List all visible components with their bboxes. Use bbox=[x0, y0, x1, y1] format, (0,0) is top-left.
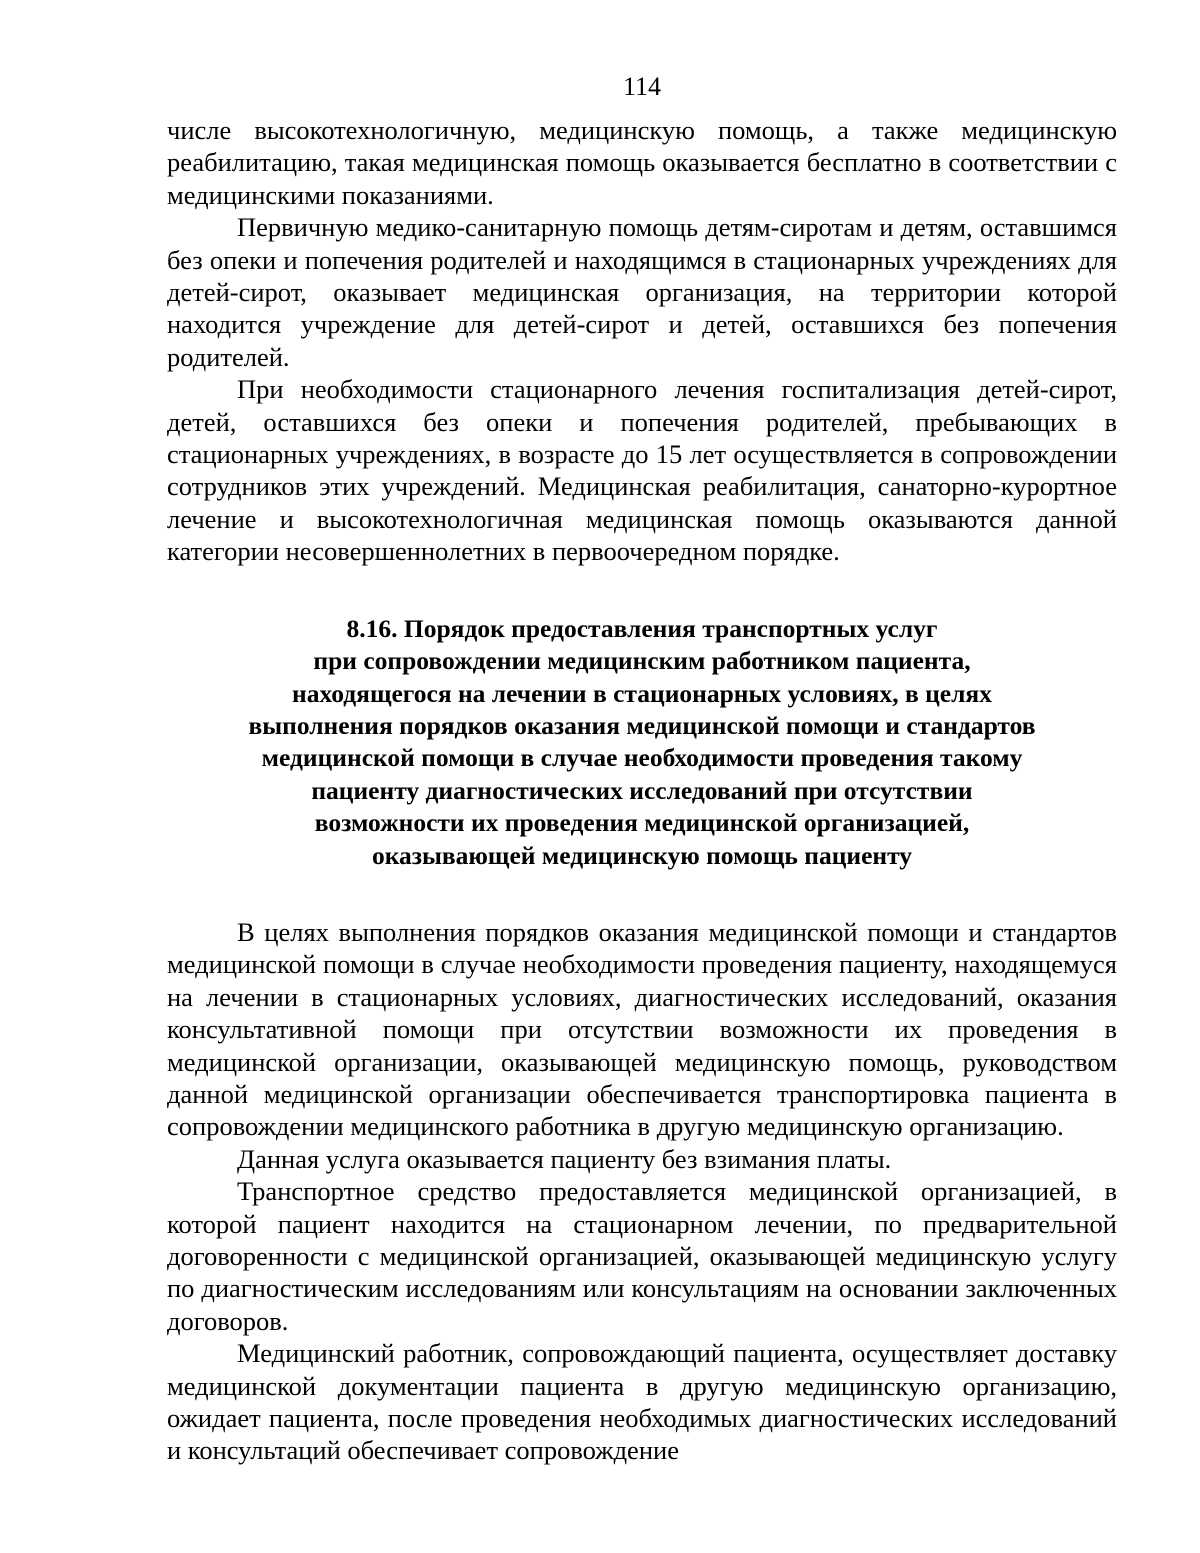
section-heading-line: возможности их проведения медицинской организацией, bbox=[314, 808, 970, 838]
paragraph-vehicle-provision: Транспортное средство предоставляется медицинской организацией, в которой пациент находится на стационарном лечении, по предварительной договоренности с медицинской организацией, оказывающей медицинскую услугу по диагностическим исследованиям или консультациям на основании заключенных договоров. bbox=[167, 1176, 1117, 1336]
section-heading-line: пациенту диагностических исследований при отсутствии bbox=[311, 775, 973, 805]
paragraph-medical-worker-duties: Медицинский работник, сопровождающий пациента, осуществляет доставку медицинской документации пациента в другую медицинскую организацию, ожидает пациента, после проведения необходимых диагностических исследований и консультаций обеспечивает сопровождение bbox=[167, 1338, 1117, 1466]
section-heading-line: при сопровождении медицинским работником пациента, bbox=[313, 646, 971, 676]
document-body bbox=[167, 114, 1117, 1467]
paragraph-hospitalization-orphans: При необходимости стационарного лечения госпитализация детей-сирот, детей, оставшихся без опеки и попечения родителей, пребывающих в стационарных учреждениях, в возрасте до 15 лет осуществляется в сопровождении сотрудников этих учреждений. Медицинская реабилитация, санаторно-курортное лечение и высокотехнологичная медицинская помощь оказываются данной категории несовершеннолетних в первоочередном порядке. bbox=[167, 374, 1117, 567]
section-heading-line: выполнения порядков оказания медицинской помощи и стандартов bbox=[248, 710, 1036, 740]
section-heading-line: медицинской помощи в случае необходимости проведения такому bbox=[261, 743, 1023, 773]
paragraph-transport-purpose: В целях выполнения порядков оказания медицинской помощи и стандартов медицинской помощи в случае необходимости проведения пациенту, находящемуся на лечении в стационарных условиях, диагностических исследований, оказания консультативной помощи при отсутствии возможности их проведения в медицинской организации, оказывающей медицинскую помощь, руководством данной медицинской организации обеспечивается транспортировка пациента в сопровождении медицинского работника в другую медицинскую организацию. bbox=[167, 916, 1117, 1142]
section-heading bbox=[167, 613, 1117, 872]
section-heading-line: находящегося на лечении в стационарных условиях, в целях bbox=[292, 678, 992, 708]
page-number: 114 bbox=[622, 72, 662, 101]
paragraph-free-service: Данная услуга оказывается пациенту без взимания платы. bbox=[237, 1143, 892, 1174]
paragraph-continuation: числе высокотехнологичную, медицинскую помощь, а также медицинскую реабилитацию, такая медицинская помощь оказывается бесплатно в соответствии с медицинскими показаниями. bbox=[167, 115, 1117, 210]
section-heading-line: 8.16. Порядок предоставления транспортных услуг bbox=[346, 613, 938, 643]
section-heading-line: оказывающей медицинскую помощь пациенту bbox=[371, 840, 913, 870]
paragraph-primary-care-orphans: Первичную медико-санитарную помощь детям-сиротам и детям, оставшимся без опеки и попечения родителей и находящимся в стационарных учреждениях для детей-сирот, оказывает медицинская организация, на территории которой находится учреждение для детей-сирот и детей, оставшихся без попечения родителей. bbox=[167, 212, 1117, 372]
